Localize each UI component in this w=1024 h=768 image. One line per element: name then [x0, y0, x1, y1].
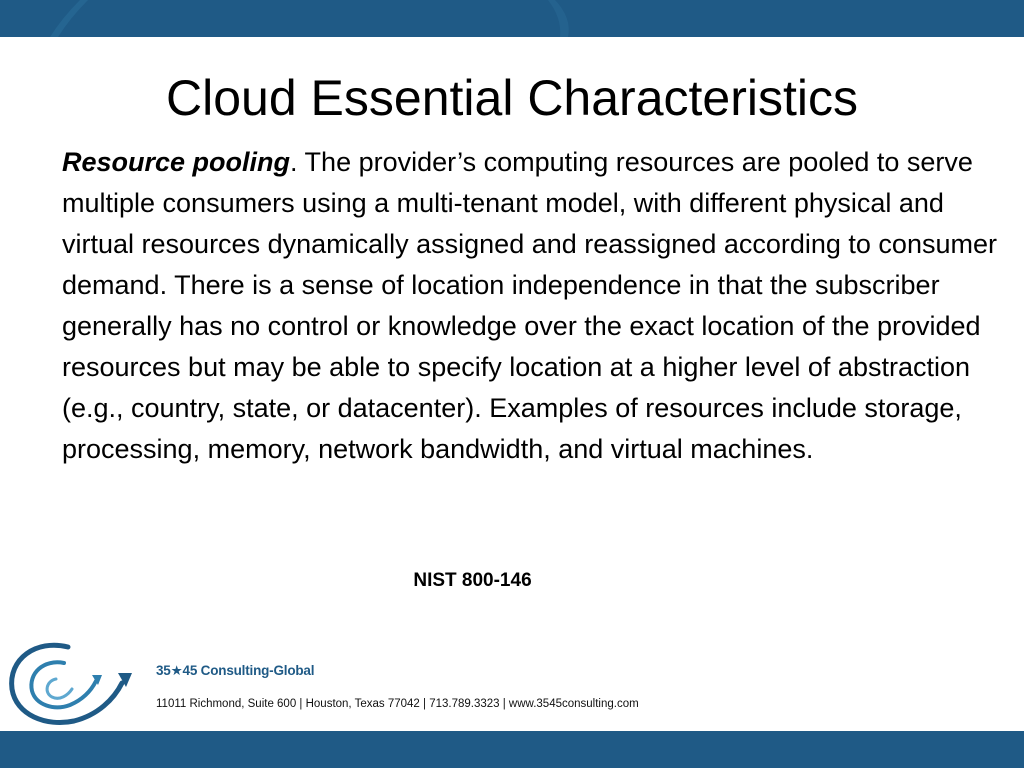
spiral-arrow-logo-icon [6, 637, 136, 729]
banner-decoration-icon [0, 0, 1024, 37]
source-citation: NIST 800-146 [413, 570, 532, 591]
contact-info: 11011 Richmond, Suite 600 | Houston, Texas 77042 | 713.789.3323 | www.3545consulting.com [156, 698, 639, 710]
slide-body [62, 142, 997, 470]
company-logo [6, 637, 136, 729]
definition-text: The provider’s computing resources are pooled to serve multiple consumers using a multi-tenant model, with different physical and virtual resources dynamically assigned and reassigned according to consumer demand. There is a sense of location independence in that the subscriber generally has no control or knowledge over the exact location of the provided resources but may be able to specify location at a higher level of abstraction (e.g., country, state, or datacenter). Examples of resources include storage, processing, memory, network bandwidth, and virtual machines. [62, 147, 997, 464]
term-suffix: . [290, 147, 298, 177]
slide-title: Cloud Essential Characteristics [166, 70, 858, 126]
bottom-banner [0, 731, 1024, 768]
defined-term: Resource pooling [62, 147, 291, 177]
top-banner [0, 0, 1024, 37]
company-name: 35★45 Consulting-Global [156, 663, 315, 678]
